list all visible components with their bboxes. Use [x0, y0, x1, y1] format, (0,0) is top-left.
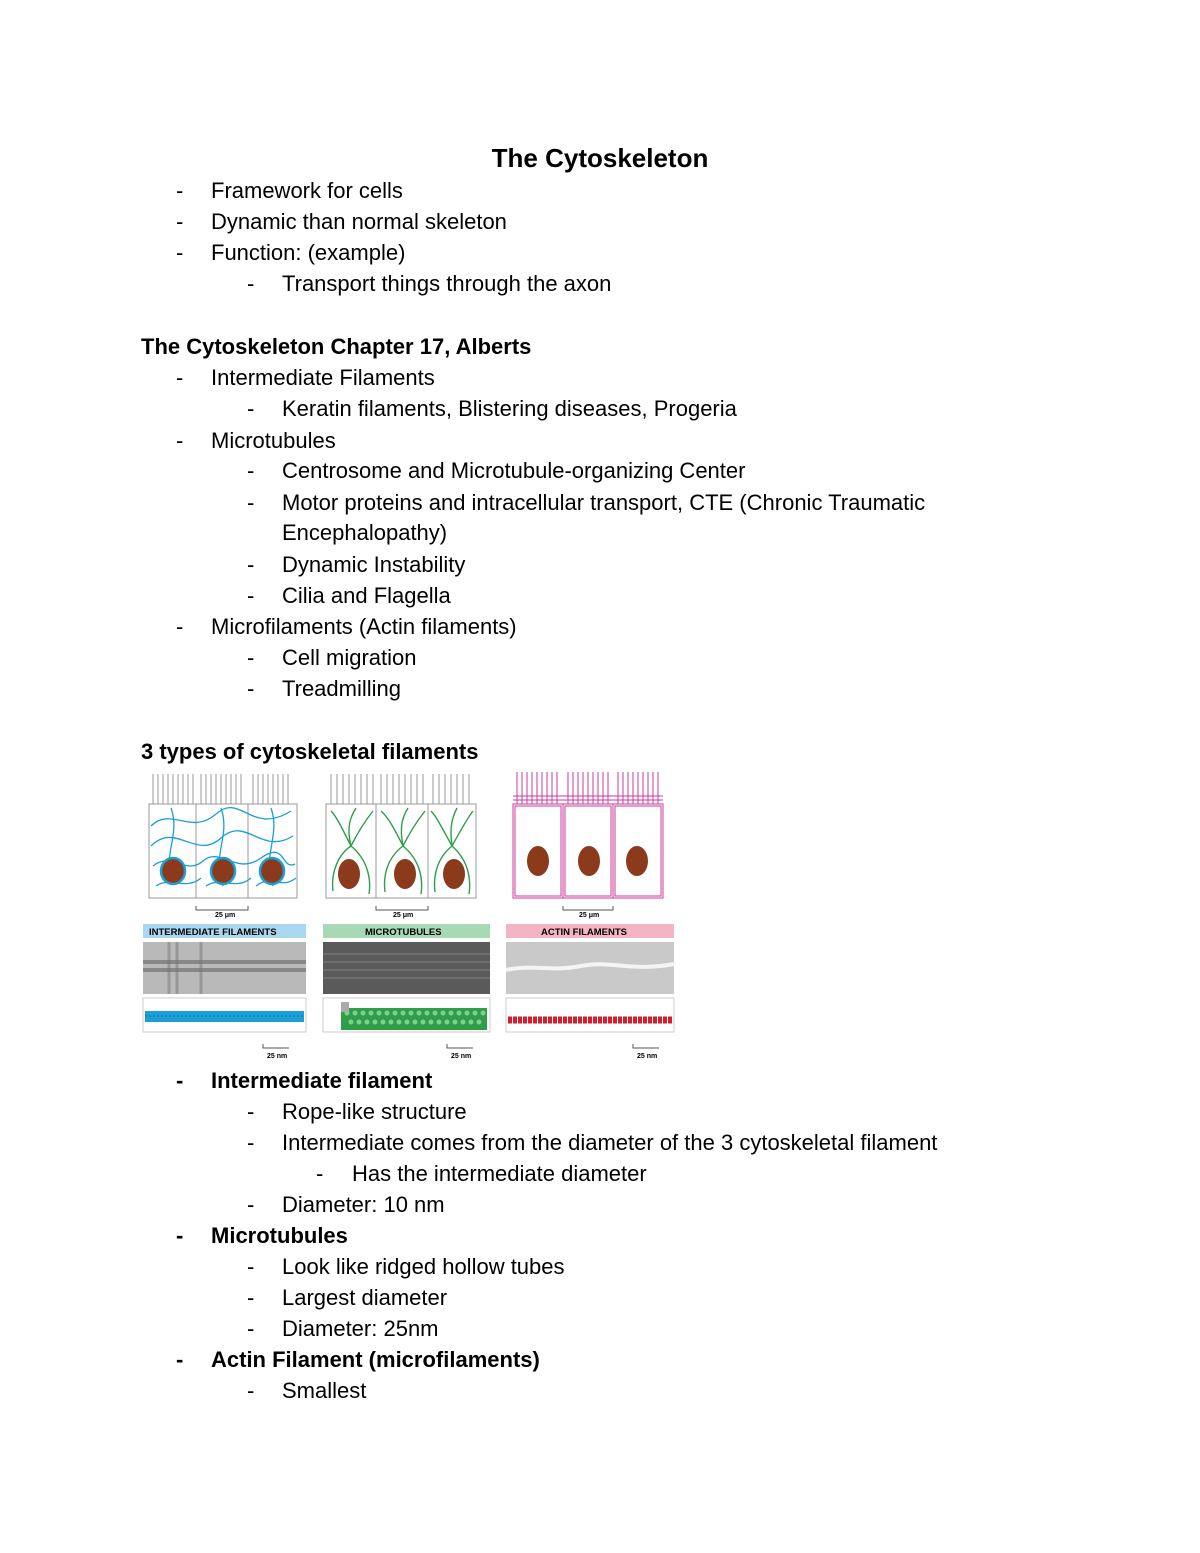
bullet-dash: - [247, 1192, 255, 1217]
list-item-text: Look like ridged hollow tubes [282, 1254, 565, 1279]
list-item-text: Dynamic than normal skeleton [211, 209, 507, 234]
nucleus-shape [211, 858, 235, 884]
label-actin-filaments: ACTIN FILAMENTS [541, 927, 628, 938]
nucleus-shape [260, 858, 284, 884]
list-item-text: Rope-like structure [282, 1099, 467, 1124]
bullet-dash: - [316, 1161, 324, 1186]
list-item-text: Has the intermediate diameter [352, 1161, 647, 1186]
nucleus-shape [626, 846, 648, 876]
list-item-text: Motor proteins and intracellular transport, CTE (Chronic Traumatic [282, 490, 926, 515]
model-microtubule [323, 998, 490, 1032]
nucleus-shape [394, 859, 416, 889]
bullet-dash: - [176, 614, 184, 639]
list-item-text: Microtubules [211, 1223, 348, 1248]
bullet-dash: - [247, 552, 255, 577]
list-item-text: Diameter: 25nm [282, 1316, 439, 1341]
bullet-dash: - [247, 1378, 255, 1403]
bullet-dash: - [176, 1347, 184, 1372]
bullet-dash: - [247, 1285, 255, 1310]
list-item-text: Cell migration [282, 645, 417, 670]
bullet-dash: - [247, 645, 255, 670]
list-item-text: Framework for cells [211, 178, 403, 203]
micrograph-microtubule [323, 942, 490, 994]
filament-diagram [141, 766, 676, 1062]
list-item-text: Function: (example) [211, 240, 406, 265]
nucleus-shape [338, 859, 360, 889]
list-item-text: Keratin filaments, Blistering diseases, Progeria [282, 396, 737, 421]
list-item-text: Smallest [282, 1378, 367, 1403]
list-item-text: Actin Filament (microfilaments) [211, 1347, 540, 1372]
bullet-dash: - [247, 490, 255, 515]
bullet-dash: - [176, 365, 184, 390]
cytoskeleton-figure [141, 766, 676, 1062]
model-intermediate [143, 998, 306, 1032]
label-intermediate-filaments: INTERMEDIATE FILAMENTS [149, 927, 277, 938]
nucleus-shape [161, 858, 185, 884]
bullet-dash: - [176, 428, 184, 453]
section-heading: The Cytoskeleton Chapter 17, Alberts [141, 334, 532, 359]
list-item-text: Encephalopathy) [282, 520, 448, 545]
list-item-text: Microtubules [211, 428, 336, 453]
list-item-text: Cilia and Flagella [282, 583, 451, 608]
micrograph-intermediate [143, 942, 306, 994]
list-item-text: Intermediate Filaments [211, 365, 435, 390]
bullet-dash: - [247, 1130, 255, 1155]
section-heading: 3 types of cytoskeletal filaments [141, 739, 479, 764]
list-item-text: Intermediate comes from the diameter of the 3 cytoskeletal filament [282, 1130, 938, 1155]
nucleus-shape [578, 846, 600, 876]
bullet-dash: - [247, 458, 255, 483]
list-item-text: Intermediate filament [211, 1068, 433, 1093]
bullet-dash: - [247, 1099, 255, 1124]
bullet-dash: - [176, 209, 184, 234]
bullet-dash: - [176, 178, 184, 203]
list-item-text: Dynamic Instability [282, 552, 466, 577]
bullet-dash: - [247, 583, 255, 608]
bullet-dash: - [247, 1254, 255, 1279]
bullet-dash: - [247, 1316, 255, 1341]
list-item-text: Diameter: 10 nm [282, 1192, 445, 1217]
bullet-dash: - [176, 1068, 184, 1093]
bullet-dash: - [247, 676, 255, 701]
intermediate-cells-illustration [149, 774, 297, 919]
nucleus-shape [527, 846, 549, 876]
microtubule-cells-illustration [326, 774, 476, 919]
list-item-text: Centrosome and Microtubule-organizing Center [282, 458, 746, 483]
page-title: The Cytoskeleton [491, 143, 709, 173]
bullet-dash: - [247, 271, 255, 296]
scale-label: 25 nm [637, 1053, 658, 1060]
scale-label: 25 nm [267, 1053, 288, 1060]
list-item-text: Transport things through the axon [282, 271, 612, 296]
scale-label: 25 nm [451, 1053, 472, 1060]
nucleus-shape [443, 859, 465, 889]
bullet-dash: - [176, 1223, 184, 1248]
scale-label: 25 μm [393, 912, 414, 919]
list-item-text: Microfilaments (Actin filaments) [211, 614, 517, 639]
scale-label: 25 μm [579, 912, 600, 919]
list-item-text: Treadmilling [282, 676, 402, 701]
model-actin [506, 998, 674, 1032]
bullet-dash: - [247, 396, 255, 421]
label-microtubules: MICROTUBULES [365, 927, 442, 938]
scale-label: 25 μm [215, 912, 236, 919]
bullet-dash: - [176, 240, 184, 265]
micrograph-actin [506, 942, 674, 994]
actin-cells-illustration [513, 772, 663, 919]
list-item-text: Largest diameter [282, 1285, 448, 1310]
